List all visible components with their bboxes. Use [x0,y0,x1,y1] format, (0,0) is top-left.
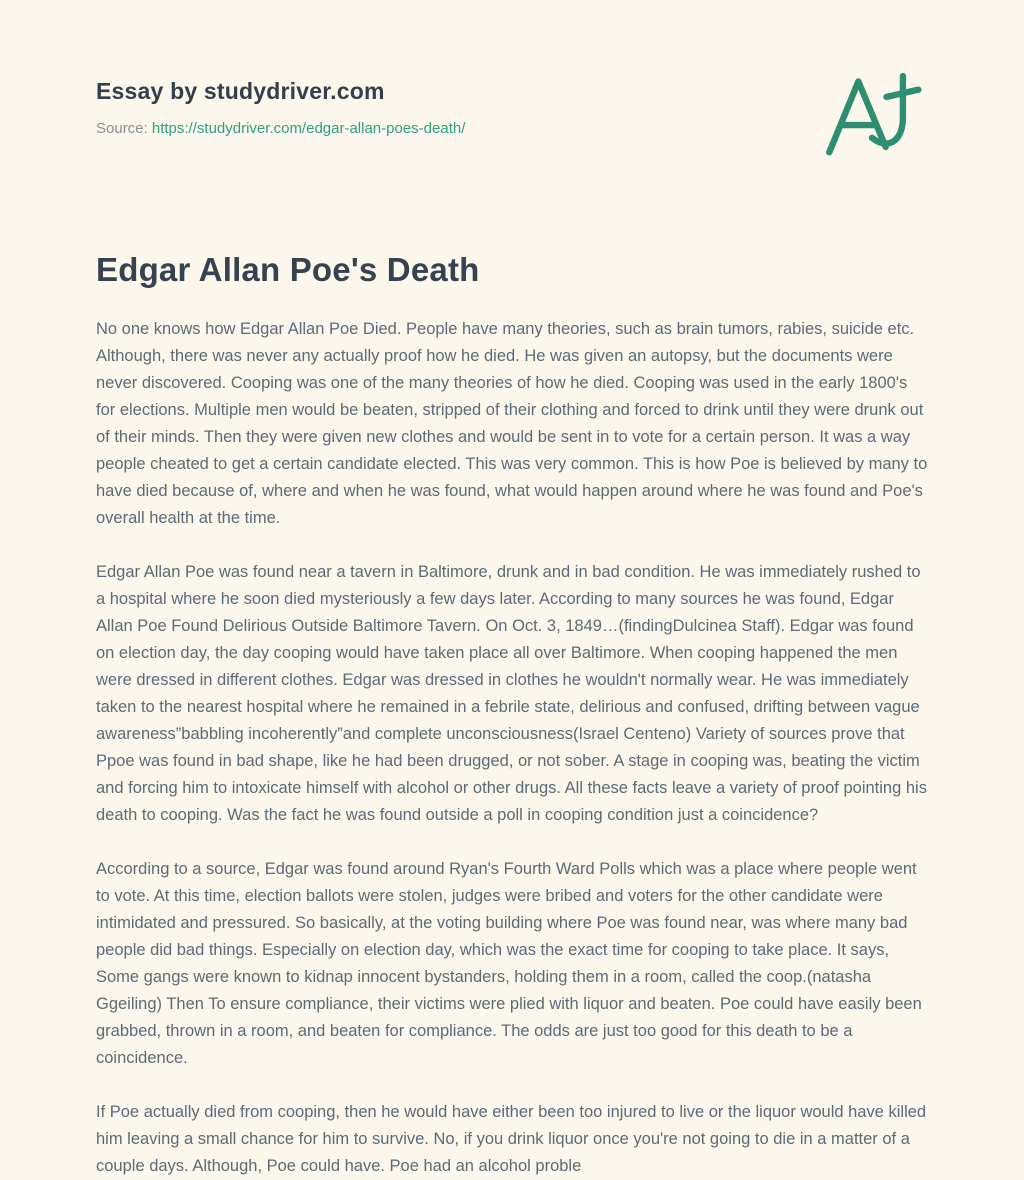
page-header [96,78,928,137]
source-link[interactable]: https://studydriver.com/edgar-allan-poes-death/ [151,120,466,137]
essay-paragraph: No one knows how Edgar Allan Poe Died. People have many theories, such as brain tumors, rabies, suicide etc. Although, there was never any actually proof how he died. He was given an autopsy, but the documents were never discovered. Cooping was one of the many theories of how he died. Cooping was used in the early 1800's for elections. Multiple men would be beaten, stripped of their clothing and forced to drink until they were drunk out of their minds. Then they were given new clothes and would be sent in to vote for a certain person. It was a way people cheated to get a certain candidate elected. This was very common. This is how Poe is believed by many to have died because of, where and when he was found, what would happen around where he was found and Poe's overall health at the time. [96,320,928,527]
source-label: Source: [96,120,148,137]
site-header-title: Essay by studydriver.com [96,78,385,104]
essay-paragraph: If Poe actually died from cooping, then he would have either been too injured to live or the liquor would have killed him leaving a small chance for him to survive. No, if you drink liquor once you're not going to die in a matter of a couple days. Although, Poe could have. Poe had an alcohol proble [96,1103,927,1175]
source-line [96,120,928,137]
essay-title: Edgar Allan Poe's Death [96,251,480,288]
essay-paragraph: Edgar Allan Poe was found near a tavern in Baltimore, drunk and in bad condition. He was immediately rushed to a hospital where he soon died mysteriously a few days later. According to many sources he was found, Edgar Allan Poe Found Delirious Outside Baltimore Tavern. On Oct. 3, 1849…(findingDulcinea Staff). Edgar was found on election day, the day cooping would have taken place all over Baltimore. When cooping happened the men were dressed in different clothes. Edgar was dressed in clothes he wouldn't normally wear. He was immediately taken to the nearest hospital where he remained in a febrile state, delirious and confused, drifting between vague awareness”babbling incoherently”and complete unconsciousness(Israel Centeno) Variety of sources prove that Ppoe was found in bad shape, like he had been drugged, or not sober. A stage in cooping was, beating the victim and forcing him to intoxicate himself with alcohol or other drugs. All these facts leave a variety of proof pointing his death to cooping. Was the fact he was found outside a poll in cooping condition just a coincidence? [96,563,927,824]
studydriver-logo [822,68,922,164]
essay-content [96,251,928,1180]
essay-paragraph: According to a source, Edgar was found around Ryan's Fourth Ward Polls which was a place where people went to vote. At this time, election ballots were stolen, judges were bribed and voters for the other candidate were intimidated and pressured. So basically, at the voting building where Poe was found near, was where many bad people did bad things. Especially on election day, which was the exact time for cooping to take place. It says, Some gangs were known to kidnap innocent bystanders, holding them in a room, called the coop.(natasha Ggeiling) Then To ensure compliance, their victims were plied with liquor and beaten. Poe could have easily been grabbed, thrown in a room, and beaten for compliance. The odds are just too good for this death to be a coincidence. [96,860,922,1067]
studydriver-logo-icon [822,68,922,164]
